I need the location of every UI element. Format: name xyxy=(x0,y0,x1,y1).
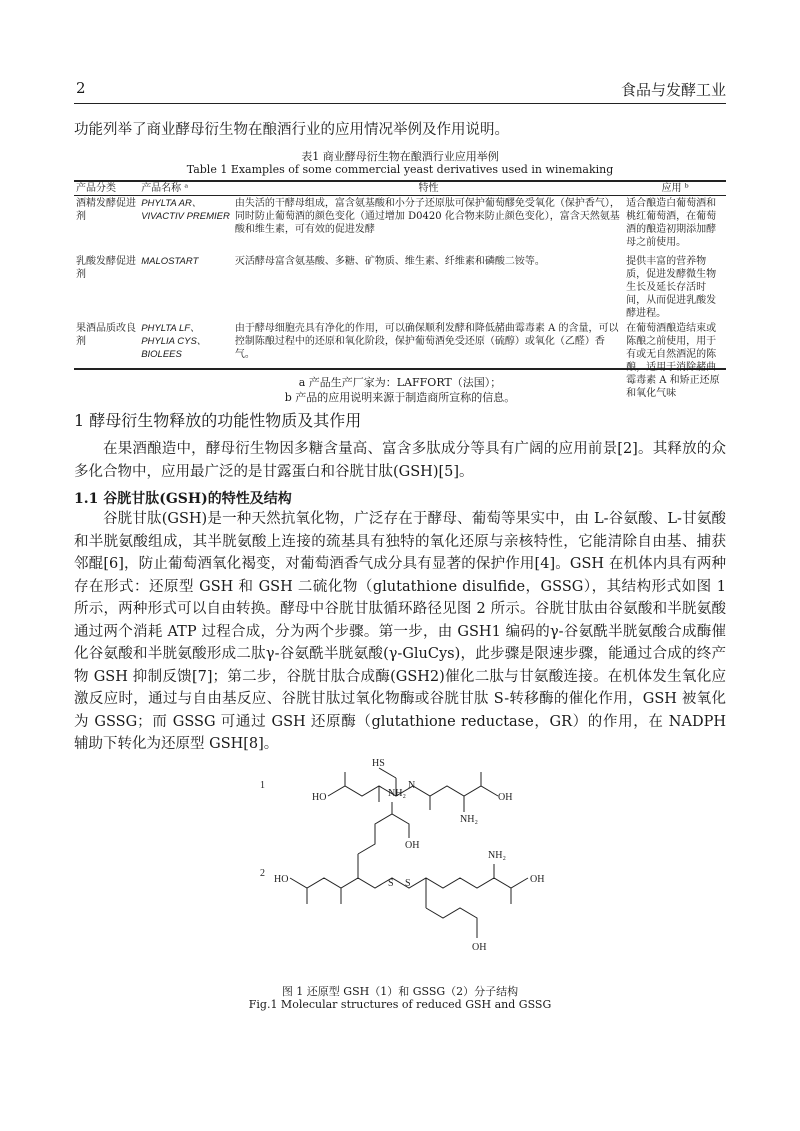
gssg-lower-glycine xyxy=(426,908,477,938)
structure-label-1: 1 xyxy=(260,780,265,791)
paragraph-text: 在果酒酿造中，酵母衍生物因多糖含量高、富含多肽成分等具有广阔的应用前景[2]。其释放的众多化合物中，应用最广泛的是甘露蛋白和谷胱甘肽(GSH)[5]。 xyxy=(74,441,726,480)
header-property: 特性 xyxy=(418,183,439,194)
header-rule xyxy=(74,103,726,104)
header-application: 应用 ᵇ xyxy=(661,183,689,194)
table-footnote-b: b 产品的应用说明来源于制造商所宣称的信息。 xyxy=(284,391,516,404)
header-product: 产品名称 ᵃ xyxy=(141,183,189,194)
gsh-thiol-bond xyxy=(379,768,396,778)
table-header-row xyxy=(74,181,726,196)
table-caption-cn: 表1 商业酵母衍生物在酿酒行业应用举例 xyxy=(301,150,499,163)
atom-label: OH xyxy=(498,792,513,803)
table-row xyxy=(74,254,726,321)
cell-category: 乳酸发酵促进剂 xyxy=(76,256,136,280)
cell-product: MALOSTART xyxy=(141,256,199,267)
atom-label: S xyxy=(388,878,394,889)
cell-product: PHYLTA LF、PHYLIA CYS、BIOLEES xyxy=(141,323,207,360)
atom-label: OH xyxy=(530,874,545,885)
atom-label: NH₂ xyxy=(488,850,506,861)
cell-application: 提供丰富的营养物质，促进发酵微生物生长及延长存活时间，从而促进乳酸发酵进程。 xyxy=(626,256,717,319)
table-caption-en: Table 1 Examples of some commercial yeast derivatives used in winemaking xyxy=(186,163,614,176)
atom-label: HO xyxy=(312,792,327,803)
cell-category: 果酒品质改良剂 xyxy=(76,323,136,347)
cell-application: 适合酿造白葡萄酒和桃红葡萄酒，在葡萄酒的酿造初期添加酵母之前使用。 xyxy=(626,198,717,248)
atom-label: HO xyxy=(274,874,289,885)
cell-application: 在葡萄酒酿造结束或陈酿之前使用，用于有或无自然酒泥的陈酿，适用于消除赭曲霉毒素 A 和矫正还原和氧化气味 xyxy=(626,323,720,399)
atom-label: OH xyxy=(472,942,487,953)
atom-label: OH xyxy=(405,840,420,851)
paragraph-text: 谷胱甘肽(GSH)是一种天然抗氧化物，广泛存在于酵母、葡萄等果实中，由 L-谷氨酸、L-甘氨酸和半胱氨酸组成，其半胱氨酸上连接的巯基具有独特的氧化还原与亲核特性，它能清除自由基、捕获邻醌[6]，防止葡萄酒氧化褐变，对葡萄酒香气成分具有显著的保护作用[4]。GSH 在机体内具有两种存在形式：还原型 GSH 和 GSH 二硫化物（glutathione disulfide，GSSG），其结构形式如图 1 所示，两种形式可以自由转换。酵母中谷胱甘肽循环路径见图 2 所示。谷胱甘肽由谷氨酸和半胱氨酸通过两个消耗 ATP 过程合成，分为两个步骤。第一步，由 GSH1 编码的γ-谷氨酰半胱氨酸合成酶催化谷氨酸和半胱氨酸形成二肽γ-谷氨酰半胱氨酸(γ-GluCys)，此步骤是限速步骤，能通过合成的终产物 GSH 抑制反馈[7]；第二步，谷胱甘肽合成酶(GSH2)催化二肽与甘氨酸连接。在机体发生氧化应激反应时，通过与自由基反应、谷胱甘肽过氧化物酶或谷胱甘肽 S-转移酶的催化作用，GSH 被氧化为 GSSG；而 GSSG 可通过 GSH 还原酶（glutathione reductase，GR）的作用，在 NADPH 辅助下转化为还原型 GSH[8]。 xyxy=(74,511,726,752)
subsection-heading: 1.1 谷胱甘肽(GSH)的特性及结构 xyxy=(74,491,292,507)
cell-product: PHYLTA AR、VIVACTIV PREMIER xyxy=(141,198,230,222)
paragraph-gsh xyxy=(74,508,726,756)
cell-property: 灭活酵母富含氨基酸、多糖、矿物质、维生素、纤维素和磷酸二铵等。 xyxy=(234,256,545,267)
table-row xyxy=(74,196,726,254)
cell-property: 由失活的干酵母组成，富含氨基酸和小分子还原肽可保护葡萄醪免受氧化（保护香气），同时防止葡萄酒的颜色变化（通过增加 D0420 化合物来防止颜色变化），富含天然氨基酸和维生素，可有效的促进发酵 xyxy=(234,198,620,235)
figure-caption-en: Fig.1 Molecular structures of reduced GSH and GSSG xyxy=(248,998,552,1011)
table-footnote-a: a 产品生产厂家为：LAFFORT（法国）； xyxy=(298,376,502,389)
atom-label: N xyxy=(408,780,416,791)
journal-name: 食品与发酵工业 xyxy=(620,81,726,99)
atom-label: S xyxy=(405,878,411,889)
cell-category: 酒精发酵促进剂 xyxy=(76,198,136,222)
gssg-upper-glutamyl xyxy=(358,814,409,854)
figure-caption-cn: 图 1 还原型 GSH（1）和 GSSG（2）分子结构 xyxy=(281,985,519,998)
section-heading: 1 酵母衍生物释放的功能性物质及其作用 xyxy=(74,411,362,430)
paragraph-intro xyxy=(74,438,726,483)
structure-label-2: 2 xyxy=(260,868,265,879)
page-number: 2 xyxy=(76,79,86,97)
atom-label: NH₂ xyxy=(388,788,406,799)
atom-label: HS xyxy=(372,758,385,769)
atom-label: NH₂ xyxy=(460,814,478,825)
cell-property: 由于酵母细胞壳具有净化的作用，可以确保顺利发酵和降低赭曲霉毒素 A 的含量，可以控制陈酿过程中的还原和氧化阶段，保护葡萄酒免受还原（硫醇）或氧化（乙醛）香气。 xyxy=(234,323,619,360)
product-table xyxy=(74,181,726,401)
molecular-structure-figure xyxy=(240,758,560,978)
lead-paragraph: 功能列举了商业酵母衍生物在酿酒行业的应用情况举例及作用说明。 xyxy=(74,122,509,138)
header-category: 产品分类 xyxy=(76,183,116,194)
